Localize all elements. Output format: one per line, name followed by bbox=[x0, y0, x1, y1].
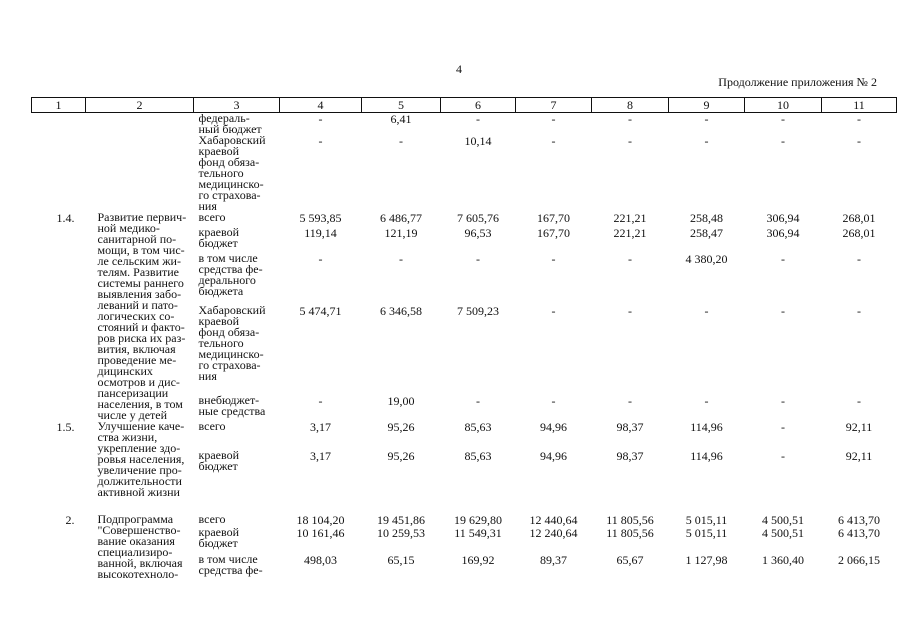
amount-cell: 19 629,80 bbox=[454, 513, 502, 527]
amount-cell: - bbox=[318, 112, 323, 126]
amount-cell: 11 549,31 bbox=[454, 526, 502, 540]
amount-cell: 4 380,20 bbox=[685, 252, 728, 267]
amount-cell: 98,37 bbox=[616, 448, 644, 463]
item-code bbox=[32, 113, 86, 136]
amount-cell: 92,11 bbox=[845, 448, 873, 463]
funding-source: краевой бюджет bbox=[198, 225, 239, 251]
amount-cell: - bbox=[704, 134, 709, 148]
amount-cell: 6,41 bbox=[390, 112, 412, 126]
amount-cell: - bbox=[857, 134, 861, 148]
column-number-header: 5 bbox=[362, 98, 441, 113]
column-number-header: 2 bbox=[86, 98, 194, 113]
amount-cell: 169,92 bbox=[461, 552, 495, 567]
amount-cell: - bbox=[628, 112, 632, 126]
funding-source: Хабаровский краевой фонд обяза- тельного медицинско- го страхова- ния bbox=[198, 133, 266, 213]
amount-cell: - bbox=[704, 112, 709, 126]
amount-cell: 306,94 bbox=[766, 226, 800, 241]
amount-cell: - bbox=[551, 303, 556, 318]
amount-cell: - bbox=[628, 252, 632, 267]
amount-cell: 89,37 bbox=[540, 552, 567, 567]
amount-cell: 4 500,51 bbox=[762, 513, 804, 527]
column-number-header: 6 bbox=[441, 98, 516, 113]
amount-cell: 258,47 bbox=[690, 226, 723, 241]
table-row bbox=[32, 421, 897, 450]
amount-cell: 98,37 bbox=[616, 420, 644, 434]
amount-cell: 92,11 bbox=[845, 420, 873, 434]
amount-cell: 6 346,58 bbox=[380, 303, 422, 318]
amount-cell: - bbox=[781, 394, 785, 409]
amount-cell: - bbox=[857, 252, 861, 267]
amount-cell: 85,63 bbox=[464, 448, 492, 463]
amount-cell: 94,96 bbox=[540, 420, 567, 434]
amount-cell: 10,14 bbox=[464, 134, 492, 148]
amount-cell: 3,17 bbox=[310, 448, 331, 463]
amount-cell: 96,53 bbox=[464, 226, 492, 241]
amount-cell: - bbox=[781, 303, 785, 318]
item-code: 1.5. bbox=[56, 420, 75, 434]
amount-cell: 10 161,46 bbox=[296, 526, 345, 540]
item-name: Развитие первич- ной медико- санитарной по- мощи, в том чис- ле сельским жи- телям. Развитие системы раннего выявления забо- леваний и пато- логических со- стояний и факто- ров риска их раз- вития, включая проведение ме- дицинских осмотров и дис- пансеризации населения, в том числе у детей bbox=[97, 210, 187, 422]
funding-source: всего bbox=[198, 512, 226, 526]
amount-cell: 18 104,20 bbox=[296, 513, 345, 527]
column-number-header: 9 bbox=[669, 98, 745, 113]
amount-cell: 94,96 bbox=[540, 448, 567, 463]
appendix-continuation-caption: Продолжение приложения № 2 bbox=[718, 75, 877, 89]
funding-source: в том числе средства фе- bbox=[198, 551, 263, 577]
amount-cell: 498,03 bbox=[304, 552, 337, 567]
amount-cell: - bbox=[476, 252, 480, 267]
funding-source: краевой бюджет bbox=[198, 447, 239, 473]
table-row bbox=[32, 135, 897, 212]
amount-cell: 19 451,86 bbox=[377, 513, 425, 527]
funding-source: краевой бюджет bbox=[198, 525, 239, 550]
item-name: Подпрограмма "Совершенство- вание оказания специализиро- ванной, включая высокотехноло- bbox=[97, 512, 183, 581]
amount-cell: 7 605,76 bbox=[457, 211, 499, 225]
amount-cell: - bbox=[551, 394, 556, 409]
page-number: 4 bbox=[456, 62, 462, 76]
amount-cell: - bbox=[318, 394, 323, 409]
amount-cell: 95,26 bbox=[387, 448, 415, 463]
amount-cell: 65,67 bbox=[616, 552, 644, 567]
column-number-header: 4 bbox=[280, 98, 362, 113]
amount-cell: - bbox=[476, 394, 480, 409]
amount-cell: 7 509,23 bbox=[457, 303, 499, 318]
amount-cell: 2 066,15 bbox=[838, 552, 880, 567]
table-row bbox=[32, 113, 897, 136]
amount-cell: - bbox=[857, 112, 861, 126]
amount-cell: 114,96 bbox=[690, 448, 723, 463]
amount-cell: - bbox=[781, 420, 785, 434]
amount-cell: 1 360,40 bbox=[762, 552, 804, 567]
amount-cell: - bbox=[628, 394, 632, 409]
amount-cell: - bbox=[857, 303, 861, 318]
amount-cell: 5 015,11 bbox=[685, 513, 728, 527]
amount-cell: 258,48 bbox=[690, 211, 723, 225]
amount-cell: 85,63 bbox=[464, 420, 492, 434]
funding-source: Хабаровский краевой фонд обяза- тельного медицинско- го страхова- ния bbox=[198, 302, 266, 383]
amount-cell: 12 440,64 bbox=[529, 513, 578, 527]
column-number-header: 1 bbox=[32, 98, 86, 113]
amount-cell: 119,14 bbox=[304, 226, 337, 241]
amount-cell: 95,26 bbox=[387, 420, 415, 434]
amount-cell: 6 413,70 bbox=[838, 513, 880, 527]
amount-cell: 1 127,98 bbox=[685, 552, 728, 567]
item-code: 2. bbox=[65, 513, 75, 527]
column-number-header: 10 bbox=[745, 98, 822, 113]
amount-cell: 19,00 bbox=[387, 394, 415, 409]
amount-cell: - bbox=[399, 252, 403, 267]
amount-cell: 3,17 bbox=[310, 420, 331, 434]
column-number-header: 11 bbox=[822, 98, 897, 113]
amount-cell: 4 500,51 bbox=[762, 526, 804, 540]
funding-source: федераль- ный бюджет bbox=[198, 111, 262, 136]
funding-source: внебюджет- ные средства bbox=[198, 393, 266, 419]
item-name: Улучшение каче- ства жизни, укрепление здо- ровья населения, увеличение про- должительности активной жизни bbox=[97, 419, 185, 499]
amount-cell: - bbox=[476, 112, 480, 126]
amount-cell: 121,19 bbox=[384, 226, 418, 241]
amount-cell: - bbox=[781, 448, 785, 463]
item-name bbox=[86, 113, 194, 136]
amount-cell: 167,70 bbox=[537, 211, 570, 225]
column-number-row bbox=[32, 98, 897, 113]
amount-cell: 11 805,56 bbox=[606, 526, 654, 540]
amount-cell: 10 259,53 bbox=[377, 526, 425, 540]
amount-cell: 306,94 bbox=[766, 211, 800, 225]
funding-source: в том числе средства фе- дерального бюджета bbox=[198, 251, 263, 299]
amount-cell: 221,21 bbox=[613, 226, 647, 241]
amount-cell: 11 805,56 bbox=[606, 513, 654, 527]
item-code bbox=[32, 135, 86, 212]
amount-cell: 167,70 bbox=[537, 226, 570, 241]
amount-cell: - bbox=[551, 252, 556, 267]
amount-cell: - bbox=[628, 134, 632, 148]
amount-cell: 221,21 bbox=[613, 211, 647, 225]
funding-source: всего bbox=[198, 419, 226, 433]
amount-cell: - bbox=[628, 303, 632, 318]
funding-source: всего bbox=[198, 210, 226, 224]
budget-table bbox=[31, 97, 897, 580]
column-number-header: 7 bbox=[516, 98, 592, 113]
column-number-header: 8 bbox=[592, 98, 669, 113]
amount-cell: - bbox=[781, 252, 785, 267]
amount-cell: - bbox=[318, 252, 323, 267]
amount-cell: - bbox=[704, 394, 709, 409]
amount-cell: 12 240,64 bbox=[529, 526, 578, 540]
amount-cell: - bbox=[399, 134, 403, 148]
amount-cell: - bbox=[318, 134, 323, 148]
amount-cell: 268,01 bbox=[842, 211, 876, 225]
amount-cell: 6 486,77 bbox=[380, 211, 422, 225]
amount-cell: - bbox=[704, 303, 709, 318]
amount-cell: 6 413,70 bbox=[838, 526, 880, 540]
amount-cell: 268,01 bbox=[842, 226, 876, 241]
item-name bbox=[86, 135, 194, 212]
item-code: 1.4. bbox=[56, 211, 75, 225]
table-row bbox=[32, 212, 897, 227]
amount-cell: 5 593,85 bbox=[299, 211, 342, 225]
amount-cell: - bbox=[781, 134, 785, 148]
amount-cell: - bbox=[551, 134, 556, 148]
amount-cell: 5 474,71 bbox=[299, 303, 342, 318]
amount-cell: - bbox=[857, 394, 861, 409]
column-number-header: 3 bbox=[194, 98, 280, 113]
amount-cell: 5 015,11 bbox=[685, 526, 728, 540]
amount-cell: - bbox=[781, 112, 785, 126]
amount-cell: - bbox=[551, 112, 556, 126]
amount-cell: 65,15 bbox=[387, 552, 415, 567]
amount-cell: 114,96 bbox=[690, 420, 723, 434]
